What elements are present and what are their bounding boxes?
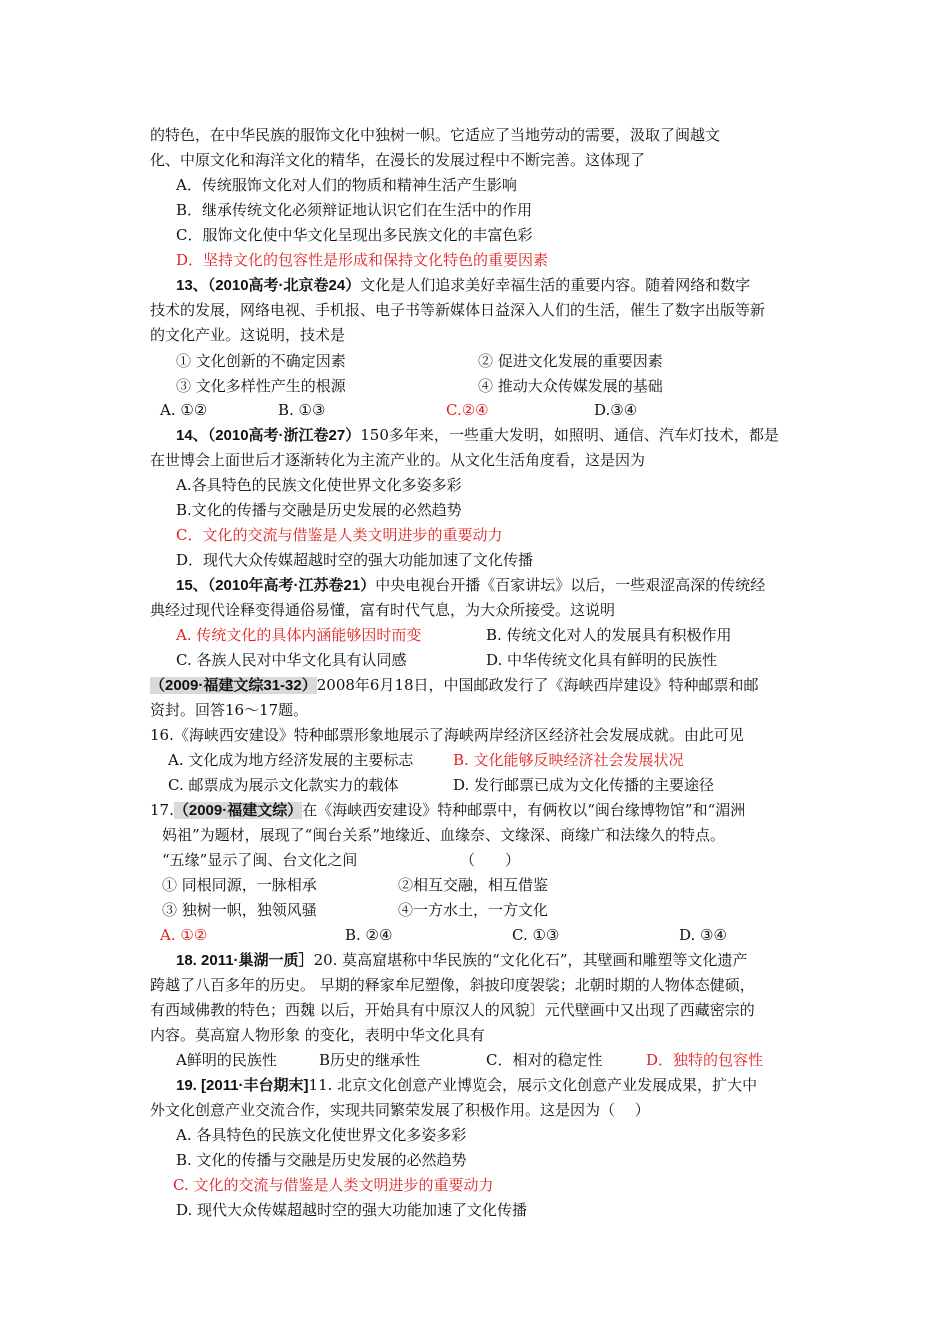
q18-line-3: 有西域佛教的特色；西魏 以后，开始具有中原汉人的风貌〕元代壁画中又出现了西藏密宗的 xyxy=(150,1001,755,1019)
q14-option-d: D．现代大众传媒超越时空的强大功能加速了文化传播 xyxy=(176,551,534,569)
q13-line-3: 的文化产业。这说明，技术是 xyxy=(150,326,346,344)
q18-option-d-answer: D．独特的包容性 xyxy=(646,1051,764,1069)
q13-option-c-answer: C.②④ xyxy=(446,401,489,419)
q16-option-a: A. 文化成为地方经济发展的主要标志 xyxy=(168,751,414,769)
q13-statement-3: ③ 文化多样性产生的根源 xyxy=(176,377,346,395)
q12-option-a: A．传统服饰文化对人们的物质和精神生活产生影响 xyxy=(176,176,517,194)
q17-option-b: B. ②④ xyxy=(345,926,393,944)
q17-source: （2009·福建文综） xyxy=(173,802,303,819)
q16-option-b-answer: B. 文化能够反映经济社会发展状况 xyxy=(453,751,684,769)
q18-option-c: C．相对的稳定性 xyxy=(486,1051,603,1069)
q13-line-1 xyxy=(176,275,750,296)
q17-line-1 xyxy=(150,800,745,821)
q14-line-2: 在世博会上面世后才逐渐转化为主流产业的。从文化生活角度看，这是因为 xyxy=(150,451,646,469)
q14-line-1 xyxy=(176,425,779,446)
q18-option-a: A鲜明的民族性 xyxy=(176,1051,277,1069)
q19-line-2: 外文化创意产业交流合作，实现共同繁荣发展了积极作用。这是因为（ ） xyxy=(150,1101,650,1119)
q14-source: （2010高考·浙江卷27） xyxy=(207,427,361,444)
q18-source: 18. 2011·巢湖一质］ xyxy=(176,952,314,969)
q13-source: （2010高考·北京卷24） xyxy=(207,277,361,294)
q17-statement-3: ③ 独树一帜，独领风骚 xyxy=(162,901,317,919)
q17-statement-4: ④一方水土，一方文化 xyxy=(398,901,549,919)
q15-number: 15、 xyxy=(176,577,208,594)
q19-line-1 xyxy=(176,1075,757,1096)
q12-option-b: B．继承传统文化必须辩证地认识它们在生活中的作用 xyxy=(176,201,533,219)
q14-option-c-answer: C．文化的交流与借鉴是人类文明进步的重要动力 xyxy=(176,526,503,544)
q17-stem: 在《海峡西安建设》特种邮票中，有俩枚以“闽台缘博物馆”和“湄洲 xyxy=(302,801,746,819)
q19-stem: 11. 北京文化创意产业博览会，展示文化创意产业发展成果，扩大中 xyxy=(308,1076,758,1094)
q17-option-d: D. ③④ xyxy=(679,926,727,944)
q15-stem: 中央电视台开播《百家讲坛》以后，一些艰涩高深的传统经 xyxy=(375,576,766,594)
q17-option-c: C. ①③ xyxy=(512,926,560,944)
q15-option-a-answer: A. 传统文化的具体内涵能够因时而变 xyxy=(176,626,422,644)
intro-16-17-stem: 2008年6月18日，中国邮政发行了《海峡西岸建设》特种邮票和邮 xyxy=(316,676,759,694)
q17-number: 17. xyxy=(150,801,174,819)
q13-option-d: D.③④ xyxy=(594,401,638,419)
q19-option-b: B. 文化的传播与交融是历史发展的必然趋势 xyxy=(176,1151,467,1169)
q18-option-b: B历史的继承性 xyxy=(319,1051,421,1069)
q15-source: （2010年高考·江苏卷21） xyxy=(207,577,376,594)
q15-line-1 xyxy=(176,575,765,596)
q17-line-2: 妈祖”为题材，展现了“闽台关系”地缘近、血缘奈、文缘深、商缘广和法缘久的特点。 xyxy=(162,826,726,844)
q19-option-d: D. 现代大众传媒超越时空的强大功能加速了文化传播 xyxy=(176,1201,528,1219)
q19-option-a: A. 各具特色的民族文化使世界文化多姿多彩 xyxy=(176,1126,467,1144)
q18-line-4: 内容。莫高窟人物形象 的变化，表明中华文化具有 xyxy=(150,1026,485,1044)
q17-statement-1: ① 同根同源，一脉相承 xyxy=(162,876,317,894)
q13-option-b: B. ①③ xyxy=(278,401,326,419)
q12-option-d-answer: D．坚持文化的包容性是形成和保持文化特色的重要因素 xyxy=(176,251,549,269)
q18-line-2: 跨越了八百多年的历史。 早期的释家牟尼塑像，斜披印度袈裟；北朝时期的人物体态健硕， xyxy=(150,976,755,994)
q14-option-b: B.文化的传播与交融是历史发展的必然趋势 xyxy=(176,501,462,519)
q14-option-a: A.各具特色的民族文化使世界文化多姿多彩 xyxy=(176,476,462,494)
q17-option-a-answer: A. ①② xyxy=(160,926,208,944)
intro-16-17-source: （2009·福建文综31-32） xyxy=(150,677,317,694)
q15-option-b: B. 传统文化对人的发展具有积极作用 xyxy=(486,626,732,644)
q13-line-2: 技术的发展，网络电视、手机报、电子书等新媒体日益深入人们的生活，催生了数字出版等新 xyxy=(150,301,766,319)
q13-option-a: A. ①② xyxy=(160,401,208,419)
q15-option-c: C. 各族人民对中华文化具有认同感 xyxy=(176,651,407,669)
q12-option-c: C．服饰文化使中华文化呈现出多民族文化的丰富色彩 xyxy=(176,226,533,244)
q16-option-d: D. 发行邮票已成为文化传播的主要途径 xyxy=(453,776,715,794)
q13-statement-1: ① 文化创新的不确定因素 xyxy=(176,352,346,370)
q14-stem: 150多年来，一些重大发明，如照明、通信、汽车灯技术，都是 xyxy=(360,426,779,444)
q13-stem: 文化是人们追求美好幸福生活的重要内容。随着网络和数字 xyxy=(360,276,751,294)
q17-statement-2: ②相互交融，相互借鉴 xyxy=(398,876,549,894)
q18-line-1 xyxy=(176,950,748,971)
q17-answer-blank: （ ） xyxy=(460,851,521,869)
q12-line-2: 化、中原文化和海洋文化的精华，在漫长的发展过程中不断完善。这体现了 xyxy=(150,151,646,169)
q17-line-3: “五缘”显示了闽、台文化之间 xyxy=(162,851,358,869)
q15-line-2: 典经过现代诠释变得通俗易懂，富有时代气息，为大众所接受。这说明 xyxy=(150,601,616,619)
q13-statement-4: ④ 推动大众传媒发展的基础 xyxy=(478,377,663,395)
q19-option-c-answer: C. 文化的交流与借鉴是人类文明进步的重要动力 xyxy=(173,1176,494,1194)
intro-16-17-line-2: 资封。回答16～17题。 xyxy=(150,701,309,719)
q13-statement-2: ② 促进文化发展的重要因素 xyxy=(478,352,663,370)
q16-line-1: 16.《海峡西安建设》特种邮票形象地展示了海峡两岸经济区经济社会发展成就。由此可见 xyxy=(150,726,744,744)
q19-source: 19. [2011·丰台期末] xyxy=(176,1077,309,1094)
q16-option-c: C. 邮票成为展示文化款实力的载体 xyxy=(168,776,399,794)
q14-number: 14、 xyxy=(176,427,208,444)
q18-stem: 20. 莫高窟堪称中华民族的“文化化石”，其壁画和雕塑等文化遗产 xyxy=(313,951,748,969)
q12-line-1: 的特色，在中华民族的服饰文化中独树一帜。它适应了当地劳动的需要，汲取了闽越文 xyxy=(150,126,721,144)
q13-number: 13、 xyxy=(176,277,208,294)
intro-16-17-line-1 xyxy=(150,675,759,696)
q15-option-d: D. 中华传统文化具有鲜明的民族性 xyxy=(486,651,718,669)
